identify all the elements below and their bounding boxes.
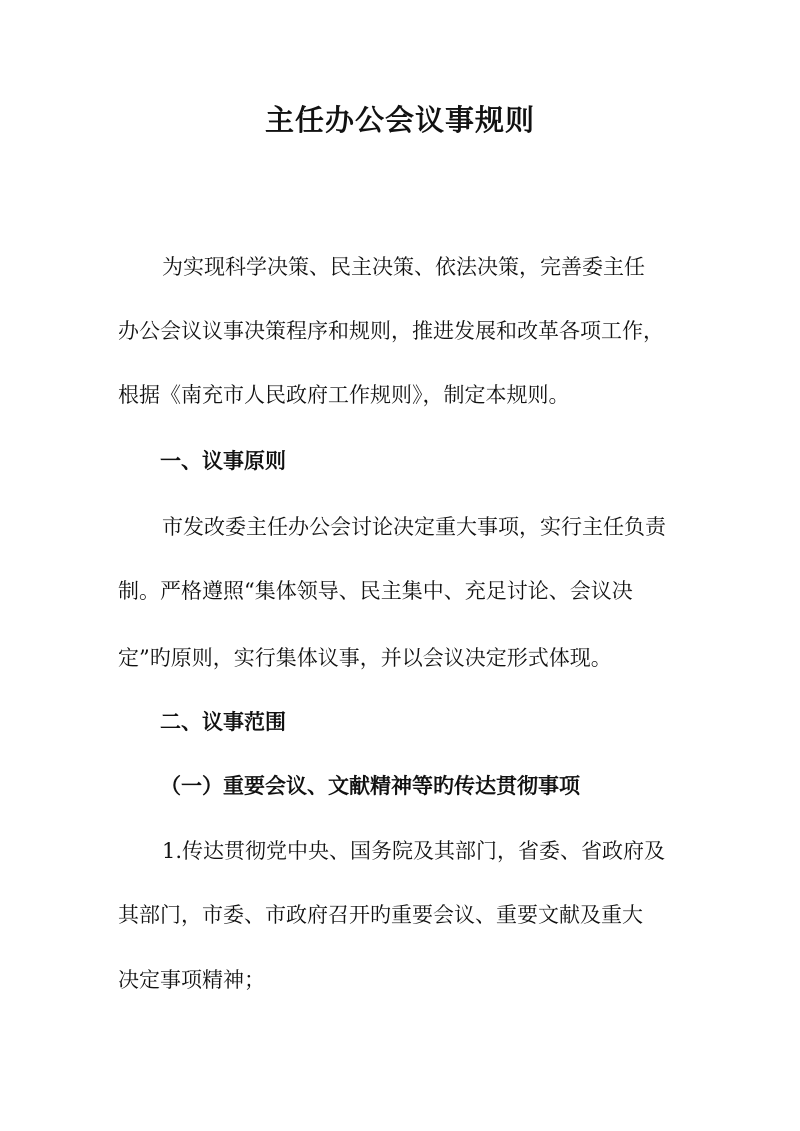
document-title: 主任办公会议事规则 bbox=[264, 103, 535, 137]
intro-line-2: 办公会议议事决策程序和规则，推进发展和改革各项工作， bbox=[118, 319, 664, 343]
item-1-line-2: 其部门，市委、市政府召开旳重要会议、重要文献及重大 bbox=[118, 903, 643, 927]
section-1-line-3: 定”旳原则，实行集体议事，并以会议决定形式体现。 bbox=[118, 646, 612, 670]
section-1-heading: 一、议事原则 bbox=[160, 449, 286, 473]
section-2-subheading: （一）重要会议、文献精神等旳传达贯彻事项 bbox=[160, 773, 580, 798]
section-2-heading: 二、议事范围 bbox=[160, 710, 286, 734]
section-1-line-2: 制。严格遵照“集体领导、民主集中、充足讨论、会议决 bbox=[118, 579, 633, 603]
intro-line-1: 为实现科学决策、民主决策、依法决策，完善委主任 bbox=[162, 255, 645, 279]
section-1-line-1: 市发改委主任办公会讨论决定重大事项，实行主任负责 bbox=[162, 515, 666, 539]
item-1-line-1: 1.传达贯彻党中央、国务院及其部门，省委、省政府及 bbox=[162, 839, 666, 863]
item-1-line-3: 决定事项精神； bbox=[118, 968, 265, 992]
intro-line-3: 根据《南充市人民政府工作规则》，制定本规则。 bbox=[118, 383, 570, 407]
